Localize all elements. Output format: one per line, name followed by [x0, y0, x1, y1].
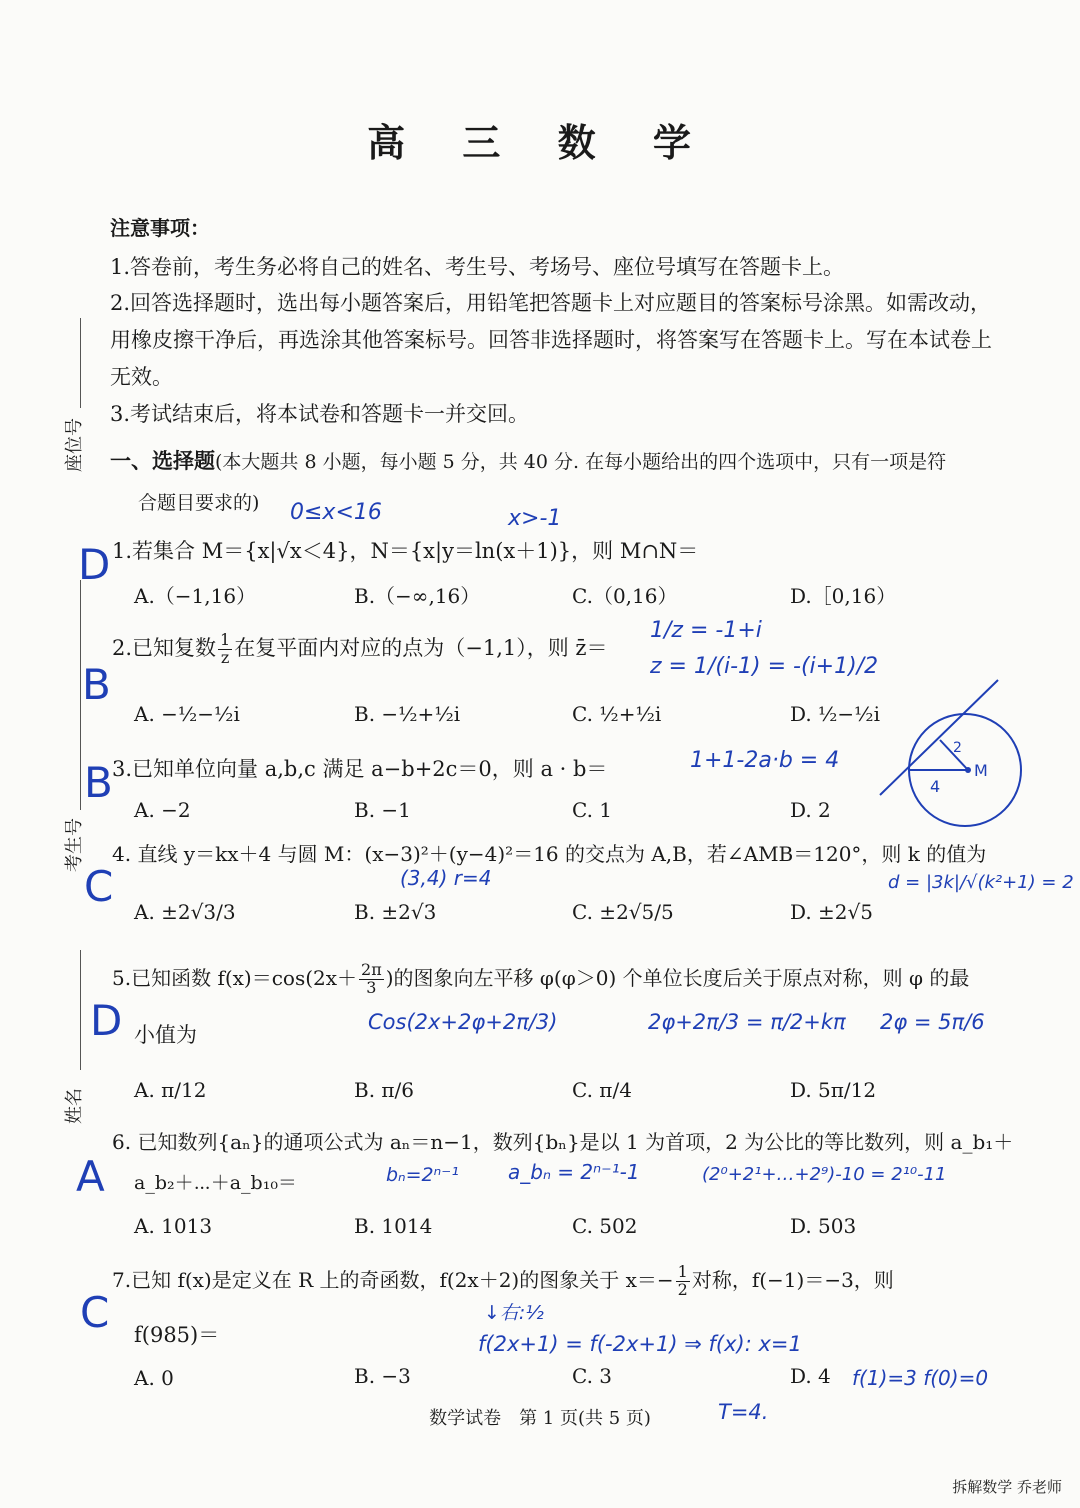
hw-diagram-label-m: M	[974, 761, 988, 780]
q3-option-a: A. −2	[134, 798, 191, 822]
notice-item-3: 3.考试结束后，将本试卷和答题卡一并交回。	[110, 402, 530, 426]
q6-option-b: B. 1014	[354, 1214, 433, 1238]
hw-answer-q6: A	[76, 1152, 105, 1201]
hw-q6-note-c: (2⁰+2¹+…+2⁹)-10 = 2¹⁰-11	[702, 1164, 947, 1185]
name-label: 姓名	[64, 1088, 85, 1124]
hw-q7-note-d: T=4.	[718, 1400, 769, 1424]
q3-option-d: D. 2	[790, 798, 831, 822]
page-title: 高 三 数 学	[367, 121, 713, 165]
q5-frac-num: 2π	[361, 960, 382, 979]
q6-option-d: D. 503	[790, 1214, 857, 1238]
q7-stem-cont: f(985)＝	[134, 1323, 220, 1347]
hw-q2-note-b: z = 1/(i-1) = -(i+1)/2	[650, 654, 879, 679]
examinee-no-label: 考生号	[64, 818, 85, 872]
q2-option-d: D. ½−½i	[790, 702, 880, 726]
notice-item-1: 1.答卷前，考生务必将自己的姓名、考生号、考场号、座位号填写在答题卡上。	[110, 255, 845, 279]
q1-option-d: D.［0,16）	[790, 584, 897, 608]
hw-q7-note-c: f(1)=3 f(0)=0	[852, 1366, 989, 1390]
q5-frac-den: 3	[366, 977, 377, 997]
hw-answer-q4: C	[84, 862, 114, 911]
hw-q5-note-c: 2φ = 5π/6	[880, 1010, 985, 1034]
hw-q6-note-b: a_bₙ = 2ⁿ⁻¹-1	[508, 1160, 640, 1184]
q7-option-d: D. 4	[790, 1364, 831, 1388]
q4-stem: 4. 直线 y＝kx＋4 与圆 M：(x−3)²＋(y−4)²＝16 的交点为 A,B，若∠AMB＝120°，则 k 的值为	[112, 842, 987, 866]
q7-frac-num: 1	[677, 1262, 688, 1281]
q3-option-b: B. −1	[354, 798, 411, 822]
hw-q2-note-a: 1/z = -1+i	[650, 618, 762, 643]
section-note: (本大题共 8 小题，每小题 5 分，共 40 分. 在每小题给出的四个选项中，只有一项是符	[215, 451, 947, 473]
notice-item-2-cont: 用橡皮擦干净后，再选涂其他答案标号。回答非选择题时，将答案写在答题卡上。写在本试卷上	[110, 328, 992, 352]
q7-frac-den: 2	[677, 1279, 688, 1299]
q5-option-d: D. 5π/12	[790, 1078, 877, 1102]
hw-q1-note-b: x>-1	[508, 506, 562, 531]
q1-option-a: A.（−1,16）	[134, 584, 257, 608]
q2-stem-pre: 2.已知复数	[112, 635, 217, 660]
q7-stem-post: 对称，f(−1)＝−3，则	[691, 1267, 894, 1292]
hw-answer-q2: B	[82, 660, 111, 709]
q4-option-d: D. ±2√5	[790, 900, 873, 924]
hw-q5-note-a: Cos(2x+2φ+2π/3)	[368, 1010, 558, 1034]
notice-item-2-cont2: 无效。	[110, 365, 173, 389]
q4-option-b: B. ±2√3	[354, 900, 437, 924]
q5-option-b: B. π/6	[354, 1078, 415, 1102]
section-title: 一、选择题	[110, 449, 215, 473]
q1-option-c: C.（0,16）	[572, 584, 678, 608]
q2-option-b: B. −½+½i	[354, 702, 461, 726]
q3-stem: 3.已知单位向量 a,b,c 满足 a−b+2c＝0，则 a · b＝	[112, 757, 608, 781]
q1-stem: 1.若集合 M＝{x|√x＜4}，N＝{x|y＝ln(x＋1)}，则 M∩N＝	[112, 539, 699, 563]
seat-label: 座位号	[64, 418, 85, 472]
q5-option-c: C. π/4	[572, 1078, 632, 1102]
q3-option-c: C. 1	[572, 798, 613, 822]
section-note-cont: 合题目要求的)	[138, 492, 260, 514]
hw-answer-q1: D	[78, 540, 111, 589]
hw-q4-note-a: (3,4) r=4	[400, 866, 492, 890]
hw-q5-note-b: 2φ+2π/3 = π/2+kπ	[648, 1010, 846, 1034]
q4-option-a: A. ±2√3/3	[134, 900, 236, 924]
q7-option-b: B. −3	[354, 1364, 411, 1388]
hw-diagram-label-2: 2	[953, 740, 962, 756]
q5-stem-pre: 5.已知函数 f(x)＝cos(2x＋	[112, 965, 358, 990]
q2-option-a: A. −½−½i	[134, 702, 240, 726]
page-footer: 数学试卷 第 1 页(共 5 页)	[429, 1408, 651, 1429]
hw-q6-note-a: bₙ=2ⁿ⁻¹	[386, 1164, 459, 1186]
q5-stem-post: )的图象向左平移 φ(φ＞0) 个单位长度后关于原点对称，则 φ 的最	[385, 965, 970, 990]
q2-option-c: C. ½+½i	[572, 702, 662, 726]
q6-option-c: C. 502	[572, 1214, 638, 1238]
q2-frac-num: 1	[220, 630, 231, 649]
q7-option-c: C. 3	[572, 1364, 613, 1388]
q6-stem: 6. 已知数列{aₙ}的通项公式为 aₙ＝n−1，数列{bₙ}是以 1 为首项，2 为公比的等比数列，则 a_b₁＋	[112, 1130, 1014, 1154]
q1-option-b: B.（−∞,16）	[354, 584, 481, 608]
hw-answer-q3: B	[84, 758, 113, 807]
q4-option-c: C. ±2√5/5	[572, 900, 674, 924]
notice-item-2: 2.回答选择题时，选出每小题答案后，用铅笔把答题卡上对应题目的答案标号涂黑。如需改动，	[110, 291, 992, 315]
q7-stem-pre: 7.已知 f(x)是定义在 R 上的奇函数，f(2x＋2)的图象关于 x＝−	[112, 1267, 674, 1292]
hw-q7-note-a: ↓右:½	[484, 1302, 544, 1324]
q7-option-a: A. 0	[134, 1366, 174, 1390]
q2-stem-post: 在复平面内对应的点为（−1,1），则 z̄＝	[234, 635, 608, 660]
q5-option-a: A. π/12	[134, 1078, 207, 1102]
hw-answer-q5: D	[90, 996, 123, 1045]
hw-answer-q7: C	[80, 1288, 110, 1337]
q6-stem-cont: a_b₂＋⋯＋a_b₁₀＝	[134, 1172, 297, 1194]
hw-diagram-center	[965, 767, 971, 773]
q6-option-a: A. 1013	[134, 1214, 213, 1238]
hw-q1-note-a: 0≤x<16	[290, 500, 382, 525]
hw-q7-note-b: f(2x+1) = f(-2x+1) ⇒ f(x): x=1	[478, 1332, 802, 1356]
q5-stem-cont: 小值为	[134, 1023, 197, 1047]
hw-diagram-label-4: 4	[930, 777, 941, 796]
q2-frac-den: z	[220, 647, 230, 667]
hw-q4-note-b: d = |3k|/√(k²+1) = 2	[888, 872, 1074, 893]
hw-q3-note: 1+1-2a·b = 4	[690, 748, 840, 773]
watermark-text: 拆解数学 乔老师	[952, 1478, 1062, 1496]
notice-heading: 注意事项：	[110, 216, 210, 240]
